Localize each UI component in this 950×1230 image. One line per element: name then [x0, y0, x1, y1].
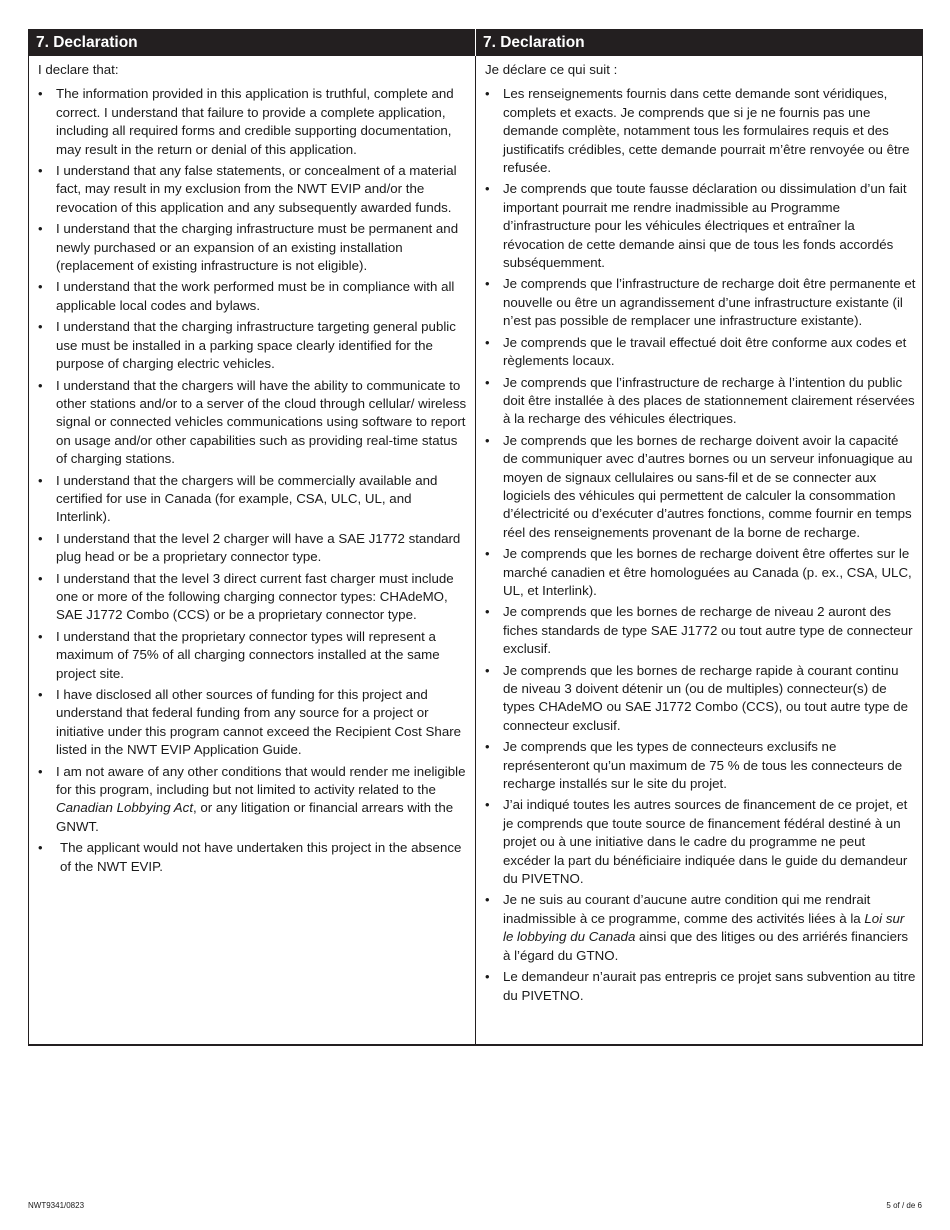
item-text: I understand that any false statements, or concealment of a material fact, may result in my exclusion from the NWT EVIP and/or the revocation of this application and any subsequently awarded funds. — [56, 163, 457, 215]
item-text: Les renseignements fournis dans cette demande sont véridiques, complets et exacts. Je comprends que si je ne fournis pas une demande complète, notamment tous les formulaires requis et des justificatifs crédibles, cette demande pourrait m’être renvoyée ou être refusée. — [503, 86, 910, 176]
item-text: Je comprends que les types de connecteurs exclusifs ne représenteront qu’un maximum de 75 % de tous les connecteurs de recharge installés sur le site du projet. — [503, 739, 903, 792]
declaration-item — [38, 220, 469, 275]
declaration-item — [38, 628, 469, 683]
french-intro: Je déclare ce qui suit : — [485, 62, 618, 77]
declaration-item — [485, 85, 916, 177]
item-text: Je comprends que les bornes de recharge rapide à courant continu de niveau 3 doivent détenir un (ou de multiples) connecteur(s) de types CHAdeMO ou SAE J1772 Combo (CCS), ou tout autre type de connecteur exclusif. — [503, 662, 909, 733]
declaration-item — [485, 738, 916, 793]
declaration-item — [485, 374, 916, 429]
english-declaration-list — [38, 85, 469, 876]
item-text: J’ai indiqué toutes les autres sources de financement de ce projet, et je comprends que toute source de financement fédéral destiné à un projet ou à une initiative dans le cadre du programme ne peut excéder la part du bénéficiaire indiquée dans le guide du demandeur du PIVETNO. — [503, 797, 908, 887]
item-text: Je ne suis au courant d’aucune autre condition qui me rendrait inadmissible à ce programme, comme des activités liées à la — [503, 892, 871, 926]
declaration-item — [485, 275, 916, 330]
item-text: Je comprends que les bornes de recharge de niveau 2 auront des fiches standards de type SAE J1772 ou tout autre type de connecteur exclusif. — [503, 604, 913, 657]
item-text: Je comprends que les bornes de recharge doivent avoir la capacité de communiquer avec d’autres bornes ou un serveur infonuagique au moyen de signaux cellulaires ou sans-fil et de se connecter aux logiciels des véhicules qui permettent de calculer la consommation d’électricité ou d’exécuter d’autres fonctions, comme fournir en temps réel des renseignements provenant de la borne de recharge. — [503, 432, 913, 540]
content-row — [29, 56, 923, 1045]
item-text: Je comprends que toute fausse déclaration ou dissimulation d’un fait important pourrait me rendre inadmissible au Programme d’infrastructure pour les véhicules électriques et entraîner la révocation de cette demande ainsi que de tous les fonds accordés subséquemment. — [503, 181, 907, 271]
item-text: I understand that the work performed must be in compliance with all applicable local codes and bylaws. — [56, 279, 455, 313]
section-title-fr: 7. Declaration — [476, 29, 923, 56]
item-text: I have disclosed all other sources of funding for this project and understand that federal funding from any source for a project or initiative under this program cannot exceed the Recipient Cost Share listed in the NWT EVIP Application Guide. — [56, 687, 462, 758]
item-text: Le demandeur n’aurait pas entrepris ce projet sans subvention au titre du PIVETNO. — [503, 969, 916, 1003]
declaration-item — [485, 334, 916, 371]
french-declaration-list — [485, 85, 916, 1005]
english-intro: I declare that: — [38, 62, 119, 77]
declaration-item — [38, 162, 469, 217]
item-text: Je comprends que les bornes de recharge doivent être offertes sur le marché canadien et être homologuées au Canada (p. ex., CSA, ULC, UL, et Interlink). — [503, 546, 912, 598]
declaration-item — [485, 662, 916, 736]
french-column — [476, 56, 923, 1045]
item-text: I understand that the charging infrastructure must be permanent and newly purchased or an expansion of an existing installation (replacement of existing infrastructure is not eligible). — [56, 221, 459, 274]
declaration-item — [38, 570, 469, 625]
item-text: , or any litigation or financial arrears with the GNWT. — [56, 800, 454, 834]
declaration-item — [38, 85, 469, 159]
italic-title: Loi sur le lobbying du Canada — [503, 910, 905, 945]
item-text: I understand that the chargers will have the ability to communicate to other stations and/or to a server of the cloud through cellular/ wireless signal or connected vehicles communications using software to report on usage and/or other capabilities such as providing real-time status of charging stations. — [56, 377, 467, 467]
item-text: I understand that the charging infrastructure targeting general public use must be installed in a parking space clearly identified for the purpose of charging electric vehicles. — [56, 319, 456, 372]
item-text: Je comprends que l’infrastructure de recharge doit être permanente et nouvelle ou être un agrandissement d’une infrastructure existante (il n’est pas possible de remplacer une infrastructure existante). — [503, 276, 916, 329]
header-row — [29, 29, 923, 56]
section-title-en: 7. Declaration — [29, 29, 476, 56]
item-text: The information provided in this application is truthful, complete and correct. I understand that failure to provide a complete application, including all required forms and credible supporting documentation, may result in the return or denial of this application. — [56, 86, 454, 157]
declaration-item — [485, 180, 916, 272]
declaration-table — [28, 29, 923, 1046]
declaration-item — [38, 318, 469, 373]
declaration-item — [485, 603, 916, 658]
english-column — [29, 56, 476, 1045]
item-text: The applicant would not have undertaken this project in the absence of the NWT EVIP. — [60, 840, 462, 874]
item-text: I understand that the chargers will be commercially available and certified for use in Canada (for example, CSA, ULC, UL, and Interlink). — [56, 472, 438, 525]
item-text: Je comprends que le travail effectué doit être conforme aux codes et règlements locaux. — [503, 334, 907, 369]
declaration-item — [485, 432, 916, 542]
declaration-item — [38, 377, 469, 469]
form-code: NWT9341/0823 — [28, 1201, 85, 1210]
item-text: I understand that the proprietary connector types will represent a maximum of 75% of all charging connectors installed at the same project site. — [56, 628, 440, 681]
declaration-item — [38, 278, 469, 315]
item-text: I understand that the level 2 charger will have a SAE J1772 standard plug head or be a proprietary connector type. — [56, 530, 461, 565]
italic-title: Canadian Lobbying Act — [56, 800, 194, 816]
item-text: I understand that the level 3 direct current fast charger must include one or more of the following charging connector types: CHAdeMO, SAE J1772 Combo (CCS) or be a proprietary connector type. — [56, 570, 454, 623]
declaration-item — [485, 545, 916, 600]
declaration-item — [38, 530, 469, 567]
declaration-item — [38, 472, 469, 527]
item-text: I am not aware of any other conditions that would render me ineligible for this program, including but not limited to activity related to the — [56, 763, 466, 798]
declaration-item — [38, 763, 469, 837]
declaration-item — [38, 839, 469, 876]
declaration-item — [485, 796, 916, 888]
page-number: 5 of / de 6 — [886, 1201, 922, 1210]
declaration-item — [485, 968, 916, 1005]
item-text: Je comprends que l’infrastructure de recharge à l’intention du public doit être installée à des places de stationnement clairement réservées à la recharge des véhicules électriques. — [503, 374, 915, 427]
declaration-item — [485, 891, 916, 965]
declaration-item — [38, 686, 469, 760]
item-text: ainsi que des litiges ou des arriérés financiers à l’égard du GTNO. — [503, 929, 909, 963]
